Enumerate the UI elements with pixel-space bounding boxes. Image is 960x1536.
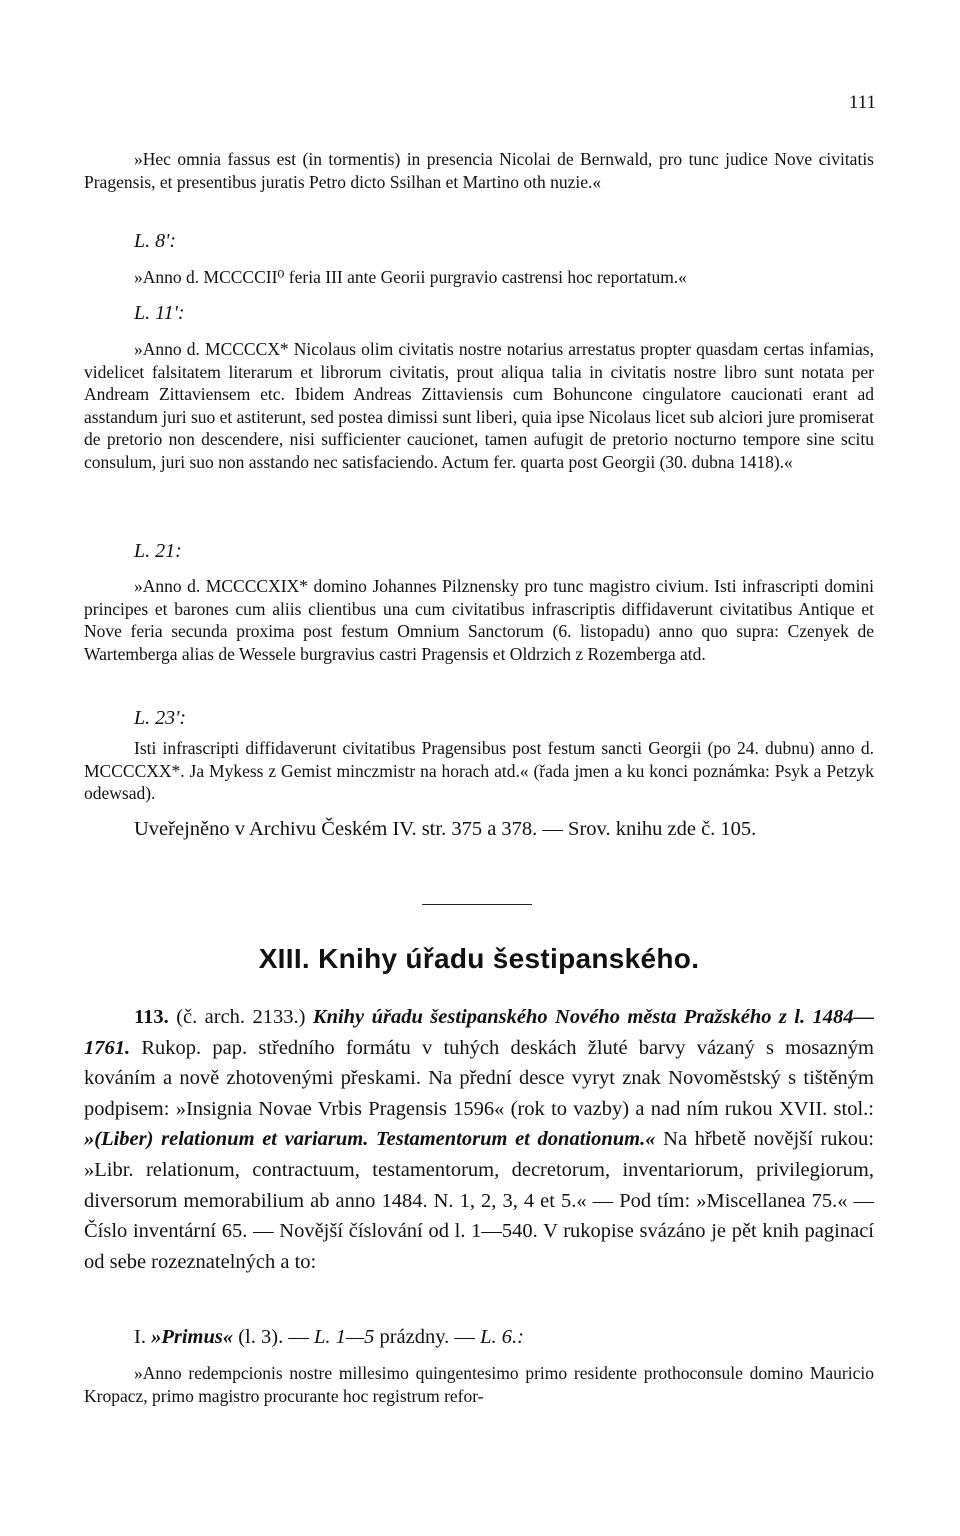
folio-ref-11: L. 11': (134, 302, 185, 324)
paragraph-anno-1419: »Anno d. MCCCCXIX* domino Johannes Pilznensky pro tunc magistro civium. Isti infrascripti domini principes et barones cum aliis clientibus una cum civitatibus infrascriptis diffidaverunt civitatibus Antique et Nove feria secunda proxima post festum Omnium Sanctorum (6. listopadu) anno quo supra: Czenyek de Wartemberga alias de Wessele burgravius castri Pragensis et Oldrzich z Rozemberga atd. (84, 576, 874, 664)
divider (422, 904, 532, 905)
entry-number: 113. (134, 1006, 169, 1028)
book-folio: (l. 3). — (238, 1326, 309, 1348)
publication-note: Uveřejněno v Archivu Českém IV. str. 375 a 378. — Srov. knihu zde č. 105. (134, 818, 757, 840)
book-name: »Primus« (151, 1326, 234, 1348)
folio-ref-23: L. 23': (134, 707, 187, 729)
book-line (134, 1322, 874, 1353)
entry-113 (84, 1002, 874, 1277)
paragraph-anno-1410: »Anno d. MCCCCX* Nicolaus olim civitatis nostre notarius arrestatus propter quasdam certas infamias, videlicet falsitatem literarum et librorum civitatis, prout aliqua talia in civitatis nostre libro sunt notata per Andream Zittaviensem etc. Ibidem Andreas Zittaviensis cum Bohuncone cingulatore caucionati erant ad asstandum juri suo et astiterunt, sed postea dimissi sunt liberi, quia ipse Nicolaus licet sub alciori jure promiserat de pretorio non descendere, nisi sufficienter caucionet, tamen aufugit de pretorio nocturno tempore sine scitu consulum, juri suo non asstando nec satisfaciendo. Actum fer. quarta post Georgii (30. dubna 1418).« (84, 339, 874, 472)
paragraph-diffidaverunt: Isti infrascripti diffidaverunt civitatibus Pragensibus post festum sancti Georgii (po 24. dubnu) anno d. MCCCCXX*. Ja Mykess z Gemist minczmistr na horach atd.« (řada jmen a ku konci poznámka: Psyk a Petzyk odewsad). (84, 738, 874, 803)
book-numeral: I. (134, 1326, 146, 1348)
folio-ref-21: L. 21: (134, 540, 182, 562)
book-empty-label: prázdny. — (379, 1326, 475, 1348)
archive-ref: (č. arch. 2133.) (176, 1006, 306, 1028)
entry-inscription: »(Liber) relationum et variarum. Testamentorum et donationum.« (84, 1128, 656, 1151)
book-folio-6: L. 6.: (480, 1326, 524, 1348)
entry-title: Knihy úřadu šestipanského Nového města Pražského z l. 1484—1761. (84, 1006, 875, 1059)
entry-spine-text: Na hřbetě novější rukou: »Libr. relationum, contractuum, testamentorum, decretorum, inventariorum, privilegiorum, diversorum memorabilium ab anno 1484. N. 1, 2, 3, 4 et 5.« — Pod tím: »Miscellanea 75.« — Číslo inventární 65. — Novější číslování od l. 1—540. V rukopise svázáno je pět knih paginací od sebe rozeznatelných a to: (84, 1128, 875, 1273)
page-number: 111 (848, 92, 876, 113)
paragraph-anno-redempcionis: »Anno redempcionis nostre millesimo quingentesimo primo residente prothoconsule domino Mauricio Kropacz, primo magistro procurante hoc registrum refor- (84, 1363, 874, 1406)
paragraph-confession: »Hec omnia fassus est (in tormentis) in presencia Nicolai de Bernwald, pro tunc judice Nove civitatis Pragensis, et presentibus juratis Petro dicto Ssilhan et Martino oth nuzie.« (84, 149, 874, 192)
paragraph-anno-1402: »Anno d. MCCCCII⁰ feria III ante Georii purgravio castrensi hoc reportatum.« (134, 267, 687, 287)
folio-ref-8: L. 8': (134, 230, 177, 252)
book-empty-range: L. 1—5 (313, 1326, 375, 1348)
entry-description: Rukop. pap. středního formátu v tuhých deskách žluté barvy vázaný s mosazným kováním a nově zhotovenými přeskami. Na přední desce vyryt znak Novoměstský s tištěným podpisem: »Insignia Novae Vrbis Pragensis 1596« (rok to vazby) a nad ním rukou XVII. stol.: (84, 1036, 875, 1120)
section-heading: XIII. Knihy úřadu šestipanského. (258, 943, 700, 974)
